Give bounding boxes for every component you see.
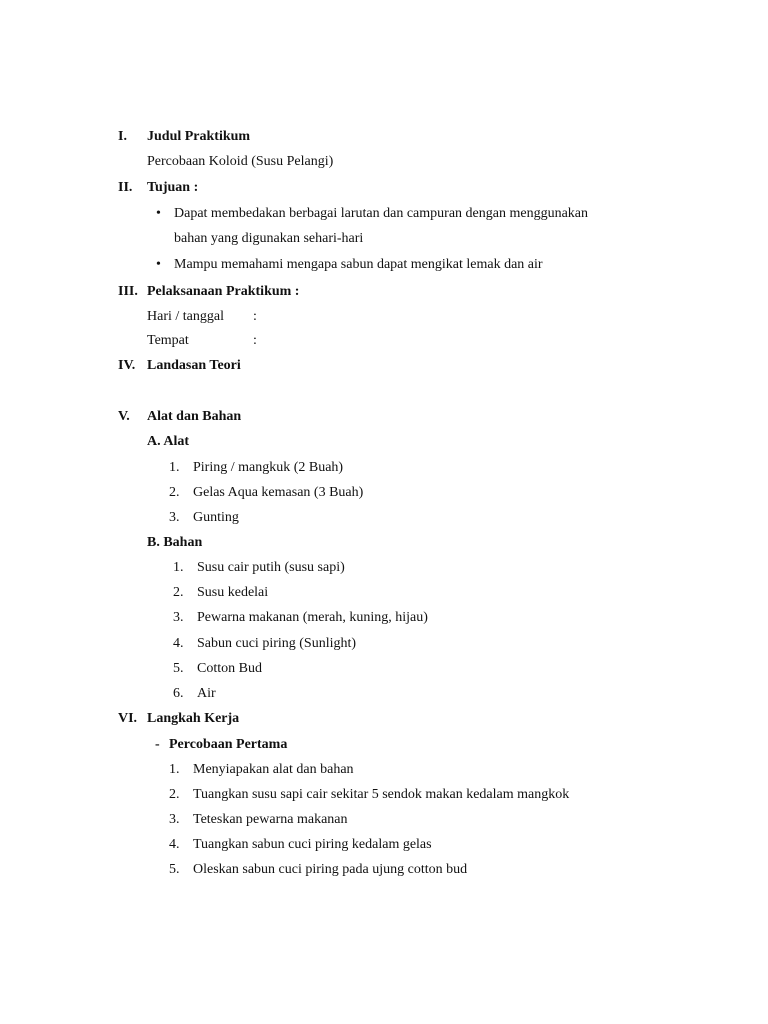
section-title: Tujuan : [147, 180, 199, 195]
subsection-label: B. Bahan [147, 535, 203, 550]
judul-text: Percobaan Koloid (Susu Pelangi) [147, 154, 334, 169]
section-numeral: II. [118, 180, 133, 195]
list-number: 2. [169, 787, 180, 802]
sub-dash: - [155, 737, 160, 752]
list-item: Piring / mangkuk (2 Buah) [193, 460, 344, 475]
field-label: Tempat [147, 333, 189, 348]
section-numeral: V. [118, 409, 130, 424]
list-number: 3. [173, 610, 184, 625]
field-label: Hari / tanggal [147, 309, 224, 324]
section-numeral: IV. [118, 358, 136, 373]
list-item: Air [197, 686, 216, 701]
list-item: Gelas Aqua kemasan (3 Buah) [193, 485, 364, 500]
list-item: Cotton Bud [197, 661, 262, 676]
list-item: Pewarna makanan (merah, kuning, hijau) [197, 610, 428, 625]
bullet-icon: • [156, 257, 161, 272]
list-item: Susu cair putih (susu sapi) [197, 560, 345, 575]
section-title: Pelaksanaan Praktikum : [147, 284, 300, 299]
field-colon: : [253, 333, 257, 348]
list-item: Menyiapakan alat dan bahan [193, 762, 354, 777]
tujuan-item-continuation: bahan yang digunakan sehari-hari [174, 231, 364, 246]
list-number: 1. [169, 762, 180, 777]
list-number: 4. [173, 636, 184, 651]
section-numeral: III. [118, 284, 138, 299]
list-number: 1. [173, 560, 184, 575]
list-number: 2. [169, 485, 180, 500]
list-number: 5. [173, 661, 184, 676]
list-item: Sabun cuci piring (Sunlight) [197, 636, 357, 651]
section-numeral: VI. [118, 711, 138, 726]
section-title: Alat dan Bahan [147, 409, 242, 424]
list-item: Susu kedelai [197, 585, 269, 600]
list-item: Tuangkan sabun cuci piring kedalam gelas [193, 837, 432, 852]
tujuan-item: Mampu memahami mengapa sabun dapat mengikat lemak dan air [174, 257, 543, 272]
bullet-icon: • [156, 206, 161, 221]
list-number: 5. [169, 862, 180, 877]
section-title: Landasan Teori [147, 358, 241, 373]
list-item: Teteskan pewarna makanan [193, 812, 348, 827]
section-title: Judul Praktikum [147, 129, 251, 144]
list-number: 3. [169, 812, 180, 827]
list-number: 4. [169, 837, 180, 852]
subsection-label: Percobaan Pertama [169, 737, 288, 752]
tujuan-item: Dapat membedakan berbagai larutan dan campuran dengan menggunakan [174, 206, 588, 221]
section-title: Langkah Kerja [147, 711, 240, 726]
list-number: 6. [173, 686, 184, 701]
section-numeral: I. [118, 129, 127, 144]
list-number: 1. [169, 460, 180, 475]
list-item: Gunting [193, 510, 239, 525]
subsection-label: A. Alat [147, 434, 189, 449]
list-number: 3. [169, 510, 180, 525]
list-item: Oleskan sabun cuci piring pada ujung cotton bud [193, 862, 468, 877]
field-colon: : [253, 309, 257, 324]
list-number: 2. [173, 585, 184, 600]
list-item: Tuangkan susu sapi cair sekitar 5 sendok makan kedalam mangkok [193, 787, 570, 802]
